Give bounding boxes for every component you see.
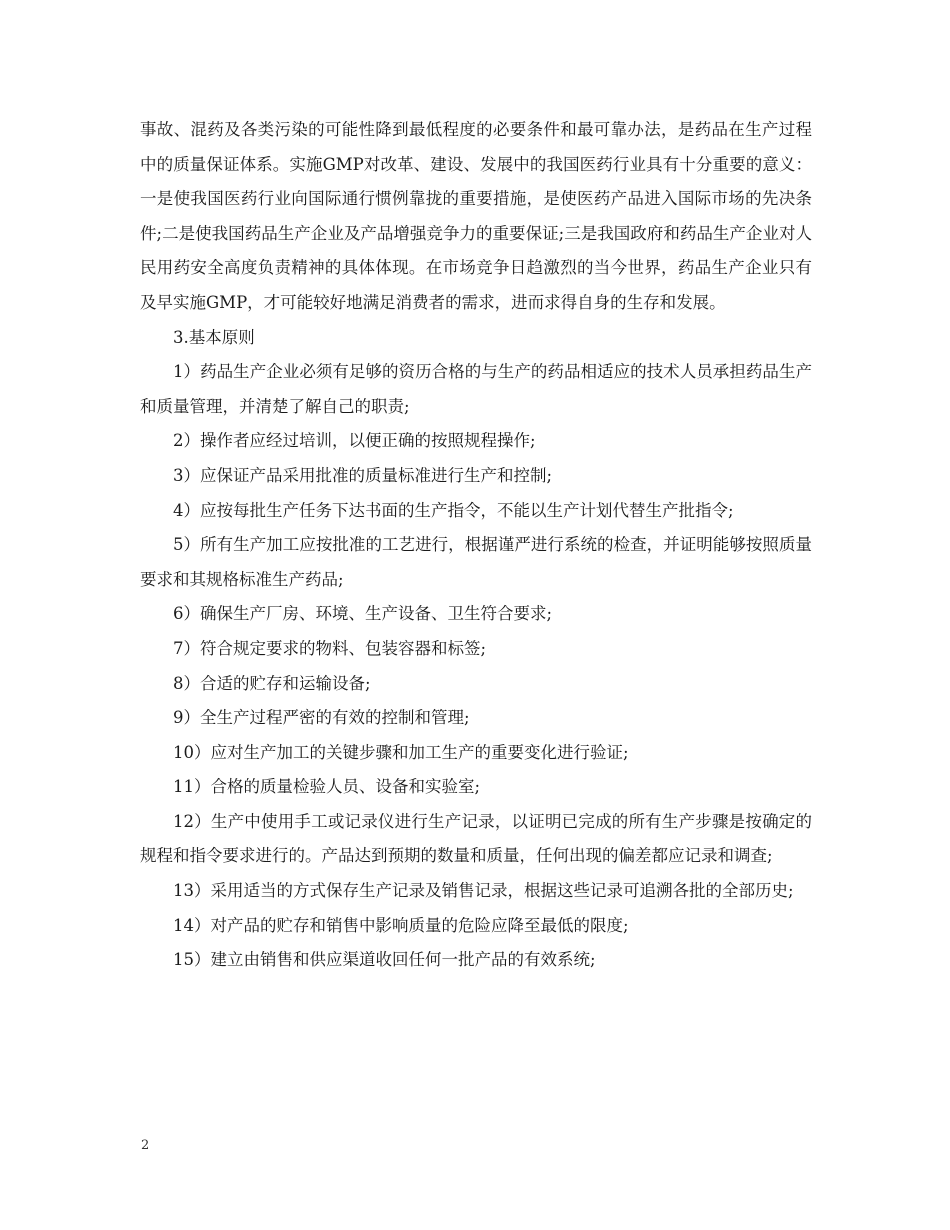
principle-item-5: 5）所有生产加工应按批准的工艺进行，根据谨严进行系统的检查，并证明能够按照质量要求和其规格标准生产药品; bbox=[140, 535, 812, 589]
principle-item-12: 12）生产中使用手工或记录仪进行生产记录，以证明已完成的所有生产步骤是按确定的规程和指令要求进行的。产品达到预期的数量和质量，任何出现的偏差都应记录和调查; bbox=[140, 811, 812, 866]
principle-item-8: 8）合适的贮存和运输设备; bbox=[173, 673, 371, 693]
principle-item-6: 6）确保生产厂房、环境、生产设备、卫生符合要求; bbox=[173, 604, 553, 624]
principle-item-2: 2）操作者应经过培训，以便正确的按照规程操作; bbox=[173, 431, 536, 451]
principle-item-11: 11）合格的质量检验人员、设备和实验室; bbox=[173, 777, 481, 797]
document-body bbox=[140, 113, 812, 978]
principle-item-7: 7）符合规定要求的物料、包装容器和标签; bbox=[173, 638, 487, 658]
principle-item-9: 9）全生产过程严密的有效的控制和管理; bbox=[173, 708, 470, 728]
principle-item-10: 10）应对生产加工的关键步骤和加工生产的重要变化进行验证; bbox=[173, 742, 629, 762]
principle-item-3: 3）应保证产品采用批准的质量标准进行生产和控制; bbox=[173, 465, 553, 485]
page-number: 2 bbox=[141, 1138, 150, 1153]
principle-item-13: 13）采用适当的方式保存生产记录及销售记录，根据这些记录可追溯各批的全部历史; bbox=[173, 881, 794, 901]
paragraph-gmp-significance: 事故、混药及各类污染的可能性降到最低程度的必要条件和最可靠办法，是药品在生产过程中的质量保证体系。实施GMP对改革、建设、发展中的我国医药行业具有十分重要的意义：一是使我国医药行业向国际通行惯例靠拢的重要措施，是使医药产品进入国际市场的先决条件;二是使我国药品生产企业及产品增强竞争力的重要保证;三是我国政府和药品生产企业对人民用药安全高度负责精神的具体体现。在市场竞争日趋激烈的当今世界，药品生产企业只有及早实施GMP，才可能较好地满足消费者的需求，进而求得自身的生存和发展。 bbox=[140, 120, 812, 312]
section-heading-basic-principles: 3.基本原则 bbox=[173, 327, 255, 347]
principle-item-4: 4）应按每批生产任务下达书面的生产指令，不能以生产计划代替生产批指令; bbox=[173, 500, 734, 520]
principle-item-14: 14）对产品的贮存和销售中影响质量的危险应降至最低的限度; bbox=[173, 915, 629, 935]
principle-item-1: 1）药品生产企业必须有足够的资历合格的与生产的药品相适应的技术人员承担药品生产和质量管理，并清楚了解自己的职责; bbox=[140, 362, 812, 416]
principle-item-15: 15）建立由销售和供应渠道收回任何一批产品的有效系统; bbox=[173, 950, 596, 970]
